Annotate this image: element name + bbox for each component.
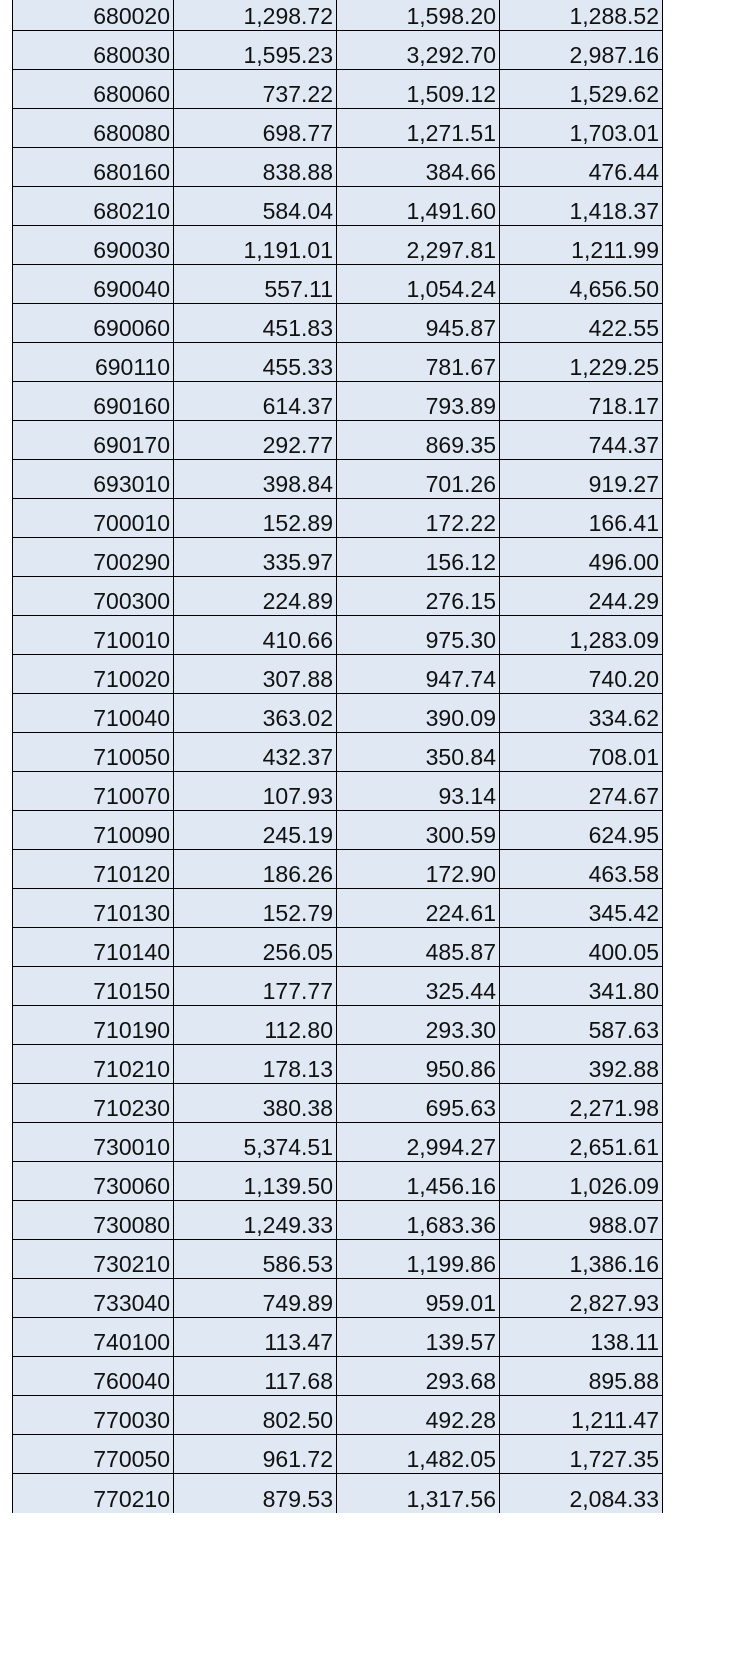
id-cell[interactable]: 710190 bbox=[13, 1006, 174, 1045]
value-cell[interactable]: 1,199.86 bbox=[337, 1240, 500, 1279]
value-cell[interactable]: 584.04 bbox=[174, 187, 337, 226]
id-cell[interactable]: 690030 bbox=[13, 226, 174, 265]
table-row bbox=[13, 1123, 663, 1162]
value-cell[interactable]: 701.26 bbox=[337, 460, 500, 499]
id-cell[interactable]: 770050 bbox=[13, 1435, 174, 1474]
value-cell[interactable]: 749.89 bbox=[174, 1279, 337, 1318]
table-row bbox=[13, 148, 663, 187]
value-cell[interactable]: 138.11 bbox=[500, 1318, 663, 1357]
value-cell[interactable]: 398.84 bbox=[174, 460, 337, 499]
value-cell[interactable]: 1,139.50 bbox=[174, 1162, 337, 1201]
table-row bbox=[13, 577, 663, 616]
id-cell[interactable]: 690110 bbox=[13, 343, 174, 382]
value-cell[interactable]: 1,026.09 bbox=[500, 1162, 663, 1201]
value-cell[interactable]: 1,595.23 bbox=[174, 31, 337, 70]
value-cell[interactable]: 156.12 bbox=[337, 538, 500, 577]
value-cell[interactable]: 307.88 bbox=[174, 655, 337, 694]
value-cell[interactable]: 988.07 bbox=[500, 1201, 663, 1240]
table-row bbox=[13, 1435, 663, 1474]
value-cell[interactable]: 1,211.99 bbox=[500, 226, 663, 265]
table-row bbox=[13, 226, 663, 265]
value-cell[interactable]: 1,211.47 bbox=[500, 1396, 663, 1435]
value-cell[interactable]: 422.55 bbox=[500, 304, 663, 343]
value-cell[interactable]: 224.61 bbox=[337, 889, 500, 928]
table-row bbox=[13, 70, 663, 109]
table-row bbox=[13, 1396, 663, 1435]
table-row bbox=[13, 538, 663, 577]
table-row bbox=[13, 460, 663, 499]
id-cell[interactable]: 680030 bbox=[13, 31, 174, 70]
value-cell[interactable]: 1,491.60 bbox=[337, 187, 500, 226]
value-cell[interactable]: 432.37 bbox=[174, 733, 337, 772]
value-cell[interactable]: 708.01 bbox=[500, 733, 663, 772]
id-cell[interactable]: 730210 bbox=[13, 1240, 174, 1279]
value-cell[interactable]: 959.01 bbox=[337, 1279, 500, 1318]
id-cell[interactable]: 690160 bbox=[13, 382, 174, 421]
value-cell[interactable]: 139.57 bbox=[337, 1318, 500, 1357]
table-row bbox=[13, 655, 663, 694]
id-cell[interactable]: 710090 bbox=[13, 811, 174, 850]
id-cell[interactable]: 700300 bbox=[13, 577, 174, 616]
value-cell[interactable]: 1,271.51 bbox=[337, 109, 500, 148]
table-row bbox=[13, 499, 663, 538]
data-table bbox=[12, 0, 663, 1513]
value-cell[interactable]: 107.93 bbox=[174, 772, 337, 811]
value-cell[interactable]: 586.53 bbox=[174, 1240, 337, 1279]
value-cell[interactable]: 2,987.16 bbox=[500, 31, 663, 70]
value-cell[interactable]: 869.35 bbox=[337, 421, 500, 460]
value-cell[interactable]: 350.84 bbox=[337, 733, 500, 772]
value-cell[interactable]: 1,249.33 bbox=[174, 1201, 337, 1240]
value-cell[interactable]: 186.26 bbox=[174, 850, 337, 889]
id-cell[interactable]: 690060 bbox=[13, 304, 174, 343]
table-row bbox=[13, 928, 663, 967]
table-row bbox=[13, 733, 663, 772]
id-cell[interactable]: 680020 bbox=[13, 0, 174, 31]
value-cell[interactable]: 2,084.33 bbox=[500, 1474, 663, 1513]
value-cell[interactable]: 152.79 bbox=[174, 889, 337, 928]
table-row bbox=[13, 772, 663, 811]
value-cell[interactable]: 390.09 bbox=[337, 694, 500, 733]
value-cell[interactable]: 172.22 bbox=[337, 499, 500, 538]
id-cell[interactable]: 710040 bbox=[13, 694, 174, 733]
table-row bbox=[13, 304, 663, 343]
value-cell[interactable]: 744.37 bbox=[500, 421, 663, 460]
value-cell[interactable]: 1,418.37 bbox=[500, 187, 663, 226]
value-cell[interactable]: 1,229.25 bbox=[500, 343, 663, 382]
value-cell[interactable]: 945.87 bbox=[337, 304, 500, 343]
value-cell[interactable]: 113.47 bbox=[174, 1318, 337, 1357]
value-cell[interactable]: 117.68 bbox=[174, 1357, 337, 1396]
id-cell[interactable]: 740100 bbox=[13, 1318, 174, 1357]
value-cell[interactable]: 1,509.12 bbox=[337, 70, 500, 109]
value-cell[interactable]: 293.68 bbox=[337, 1357, 500, 1396]
value-cell[interactable]: 274.67 bbox=[500, 772, 663, 811]
table-row bbox=[13, 616, 663, 655]
value-cell[interactable]: 335.97 bbox=[174, 538, 337, 577]
id-cell[interactable]: 710140 bbox=[13, 928, 174, 967]
table-row bbox=[13, 1201, 663, 1240]
value-cell[interactable]: 451.83 bbox=[174, 304, 337, 343]
id-cell[interactable]: 680210 bbox=[13, 187, 174, 226]
id-cell[interactable]: 710150 bbox=[13, 967, 174, 1006]
value-cell[interactable]: 410.66 bbox=[174, 616, 337, 655]
id-cell[interactable]: 770210 bbox=[13, 1474, 174, 1513]
table-row bbox=[13, 0, 663, 31]
value-cell[interactable]: 1,703.01 bbox=[500, 109, 663, 148]
value-cell[interactable]: 1,598.20 bbox=[337, 0, 500, 31]
value-cell[interactable]: 300.59 bbox=[337, 811, 500, 850]
value-cell[interactable]: 895.88 bbox=[500, 1357, 663, 1396]
value-cell[interactable]: 2,297.81 bbox=[337, 226, 500, 265]
table-row bbox=[13, 967, 663, 1006]
table-row bbox=[13, 265, 663, 304]
value-cell[interactable]: 1,386.16 bbox=[500, 1240, 663, 1279]
table-row bbox=[13, 1045, 663, 1084]
value-cell[interactable]: 793.89 bbox=[337, 382, 500, 421]
value-cell[interactable]: 1,529.62 bbox=[500, 70, 663, 109]
value-cell[interactable]: 325.44 bbox=[337, 967, 500, 1006]
value-cell[interactable]: 1,456.16 bbox=[337, 1162, 500, 1201]
table-row bbox=[13, 343, 663, 382]
value-cell[interactable]: 838.88 bbox=[174, 148, 337, 187]
value-cell[interactable]: 276.15 bbox=[337, 577, 500, 616]
value-cell[interactable]: 152.89 bbox=[174, 499, 337, 538]
value-cell[interactable]: 1,727.35 bbox=[500, 1435, 663, 1474]
id-cell[interactable]: 680080 bbox=[13, 109, 174, 148]
table-row bbox=[13, 889, 663, 928]
value-cell[interactable]: 2,827.93 bbox=[500, 1279, 663, 1318]
value-cell[interactable]: 947.74 bbox=[337, 655, 500, 694]
id-cell[interactable]: 730010 bbox=[13, 1123, 174, 1162]
value-cell[interactable]: 1,317.56 bbox=[337, 1474, 500, 1513]
value-cell[interactable]: 112.80 bbox=[174, 1006, 337, 1045]
value-cell[interactable]: 492.28 bbox=[337, 1396, 500, 1435]
table-row bbox=[13, 811, 663, 850]
value-cell[interactable]: 463.58 bbox=[500, 850, 663, 889]
value-cell[interactable]: 363.02 bbox=[174, 694, 337, 733]
id-cell[interactable]: 710070 bbox=[13, 772, 174, 811]
value-cell[interactable]: 5,374.51 bbox=[174, 1123, 337, 1162]
value-cell[interactable]: 718.17 bbox=[500, 382, 663, 421]
value-cell[interactable]: 919.27 bbox=[500, 460, 663, 499]
table-row bbox=[13, 1357, 663, 1396]
table-row bbox=[13, 382, 663, 421]
value-cell[interactable]: 256.05 bbox=[174, 928, 337, 967]
value-cell[interactable]: 624.95 bbox=[500, 811, 663, 850]
id-cell[interactable]: 710210 bbox=[13, 1045, 174, 1084]
table-body bbox=[13, 0, 663, 1513]
table-row bbox=[13, 694, 663, 733]
value-cell[interactable]: 587.63 bbox=[500, 1006, 663, 1045]
value-cell[interactable]: 93.14 bbox=[337, 772, 500, 811]
table-row bbox=[13, 1474, 663, 1513]
id-cell[interactable]: 710050 bbox=[13, 733, 174, 772]
value-cell[interactable]: 485.87 bbox=[337, 928, 500, 967]
id-cell[interactable]: 680160 bbox=[13, 148, 174, 187]
table-row bbox=[13, 1006, 663, 1045]
value-cell[interactable]: 781.67 bbox=[337, 343, 500, 382]
id-cell[interactable]: 733040 bbox=[13, 1279, 174, 1318]
value-cell[interactable]: 380.38 bbox=[174, 1084, 337, 1123]
value-cell[interactable]: 961.72 bbox=[174, 1435, 337, 1474]
id-cell[interactable]: 680060 bbox=[13, 70, 174, 109]
value-cell[interactable]: 345.42 bbox=[500, 889, 663, 928]
value-cell[interactable]: 2,994.27 bbox=[337, 1123, 500, 1162]
value-cell[interactable]: 292.77 bbox=[174, 421, 337, 460]
id-cell[interactable]: 693010 bbox=[13, 460, 174, 499]
value-cell[interactable]: 392.88 bbox=[500, 1045, 663, 1084]
value-cell[interactable]: 244.29 bbox=[500, 577, 663, 616]
value-cell[interactable]: 224.89 bbox=[174, 577, 337, 616]
id-cell[interactable]: 700290 bbox=[13, 538, 174, 577]
table-row bbox=[13, 850, 663, 889]
value-cell[interactable]: 557.11 bbox=[174, 265, 337, 304]
table-row bbox=[13, 31, 663, 70]
id-cell[interactable]: 710130 bbox=[13, 889, 174, 928]
value-cell[interactable]: 614.37 bbox=[174, 382, 337, 421]
value-cell[interactable]: 455.33 bbox=[174, 343, 337, 382]
id-cell[interactable]: 710020 bbox=[13, 655, 174, 694]
value-cell[interactable]: 1,482.05 bbox=[337, 1435, 500, 1474]
value-cell[interactable]: 1,683.36 bbox=[337, 1201, 500, 1240]
value-cell[interactable]: 1,054.24 bbox=[337, 265, 500, 304]
table-row bbox=[13, 1279, 663, 1318]
table-row bbox=[13, 1162, 663, 1201]
id-cell[interactable]: 690040 bbox=[13, 265, 174, 304]
value-cell[interactable]: 3,292.70 bbox=[337, 31, 500, 70]
value-cell[interactable]: 177.77 bbox=[174, 967, 337, 1006]
value-cell[interactable]: 496.00 bbox=[500, 538, 663, 577]
value-cell[interactable]: 1,283.09 bbox=[500, 616, 663, 655]
value-cell[interactable]: 293.30 bbox=[337, 1006, 500, 1045]
value-cell[interactable]: 172.90 bbox=[337, 850, 500, 889]
value-cell[interactable]: 950.86 bbox=[337, 1045, 500, 1084]
value-cell[interactable]: 1,191.01 bbox=[174, 226, 337, 265]
id-cell[interactable]: 730060 bbox=[13, 1162, 174, 1201]
table-row bbox=[13, 421, 663, 460]
value-cell[interactable]: 2,271.98 bbox=[500, 1084, 663, 1123]
table-row bbox=[13, 109, 663, 148]
table-row bbox=[13, 1084, 663, 1123]
table-row bbox=[13, 1318, 663, 1357]
value-cell[interactable]: 334.62 bbox=[500, 694, 663, 733]
value-cell[interactable]: 975.30 bbox=[337, 616, 500, 655]
value-cell[interactable]: 1,298.72 bbox=[174, 0, 337, 31]
id-cell[interactable]: 730080 bbox=[13, 1201, 174, 1240]
value-cell[interactable]: 400.05 bbox=[500, 928, 663, 967]
id-cell[interactable]: 710010 bbox=[13, 616, 174, 655]
value-cell[interactable]: 802.50 bbox=[174, 1396, 337, 1435]
value-cell[interactable]: 4,656.50 bbox=[500, 265, 663, 304]
table-row bbox=[13, 187, 663, 226]
value-cell[interactable]: 476.44 bbox=[500, 148, 663, 187]
id-cell[interactable]: 700010 bbox=[13, 499, 174, 538]
value-cell[interactable]: 879.53 bbox=[174, 1474, 337, 1513]
value-cell[interactable]: 166.41 bbox=[500, 499, 663, 538]
value-cell[interactable]: 737.22 bbox=[174, 70, 337, 109]
id-cell[interactable]: 760040 bbox=[13, 1357, 174, 1396]
value-cell[interactable]: 740.20 bbox=[500, 655, 663, 694]
id-cell[interactable]: 710230 bbox=[13, 1084, 174, 1123]
value-cell[interactable]: 695.63 bbox=[337, 1084, 500, 1123]
id-cell[interactable]: 690170 bbox=[13, 421, 174, 460]
value-cell[interactable]: 178.13 bbox=[174, 1045, 337, 1084]
value-cell[interactable]: 384.66 bbox=[337, 148, 500, 187]
table-row bbox=[13, 1240, 663, 1279]
id-cell[interactable]: 770030 bbox=[13, 1396, 174, 1435]
value-cell[interactable]: 698.77 bbox=[174, 109, 337, 148]
value-cell[interactable]: 341.80 bbox=[500, 967, 663, 1006]
value-cell[interactable]: 2,651.61 bbox=[500, 1123, 663, 1162]
value-cell[interactable]: 1,288.52 bbox=[500, 0, 663, 31]
id-cell[interactable]: 710120 bbox=[13, 850, 174, 889]
value-cell[interactable]: 245.19 bbox=[174, 811, 337, 850]
